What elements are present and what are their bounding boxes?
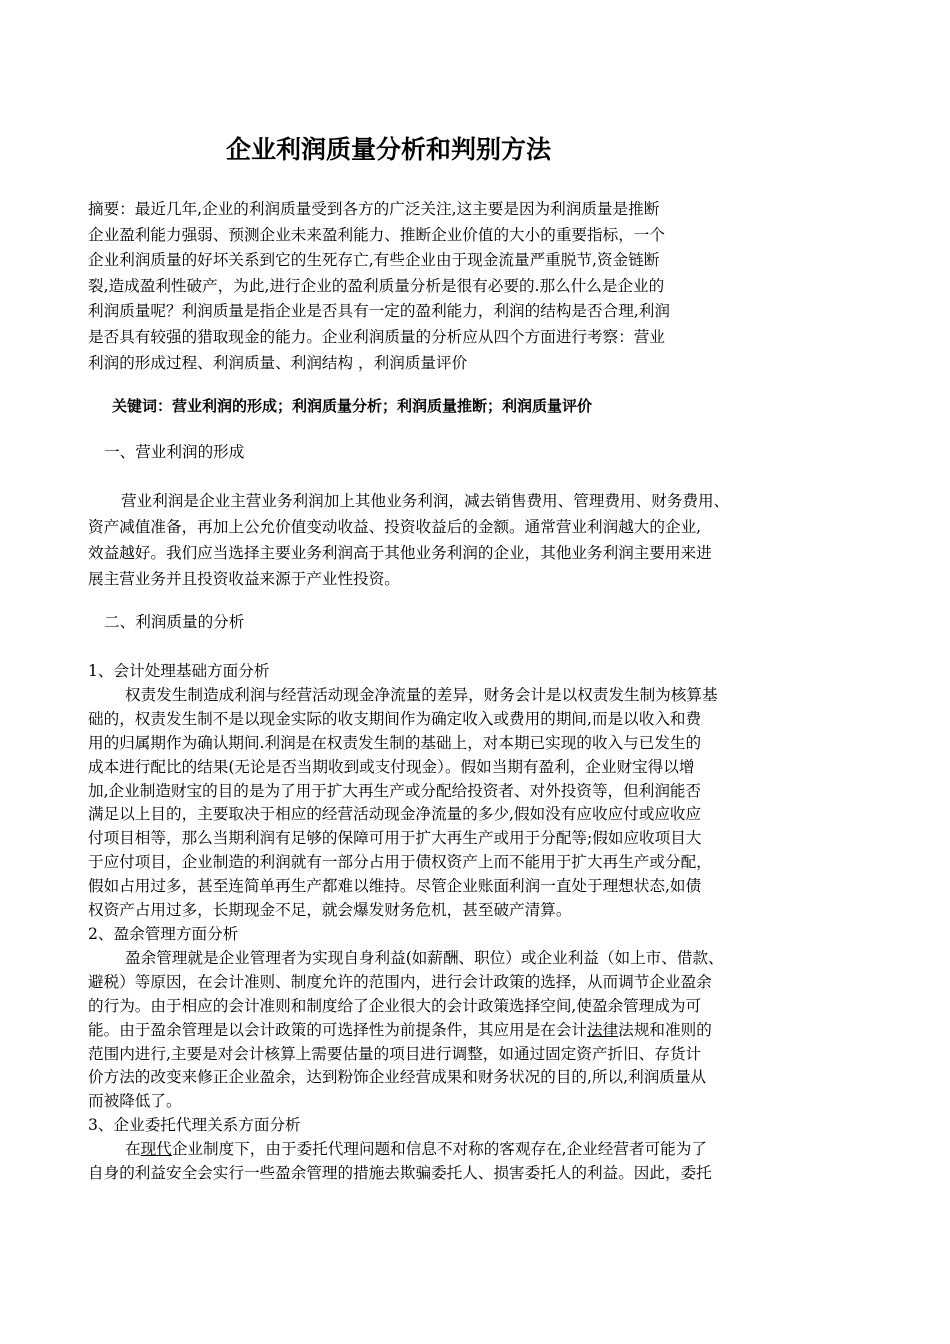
- abstract-line: 企业盈利能力强弱、预测企业未来盈利能力、推断企业价值的大小的重要指标，一个: [88, 225, 665, 244]
- paragraph-line: 权资产占用过多，长期现金不足，就会爆发财务危机，甚至破产清算。: [88, 901, 572, 920]
- paragraph-line: 础的，权责发生制不是以现金实际的收支期间作为确定收入或费用的期间,而是以收入和费: [88, 709, 702, 728]
- paragraph-line: 付项目相等，那么当期利润有足够的保障可用于扩大再生产或用于分配等;假如应收项目大: [88, 829, 702, 848]
- paragraph-line: 效益越好。我们应当选择主要业务利润高于其他业务利润的企业，其他业务利润主要用来进: [88, 544, 712, 562]
- paragraph-line: 范围内进行,主要是对会计核算上需要估量的项目进行调整，如通过固定资产折旧、存货计: [88, 1044, 702, 1063]
- paragraph-line: 的行为。由于相应的会计准则和制度给了企业很大的会计政策选择空间,使盈余管理成为可: [88, 996, 702, 1015]
- paragraph-line: 用的归属期作为确认期间.利润是在权责发生制的基础上，对本期已实现的收入与已发生的: [88, 733, 702, 752]
- paragraph-line: 价方法的改变来修正企业盈余，达到粉饰企业经营成果和财务状况的目的,所以,利润质量从: [88, 1068, 707, 1087]
- paragraph-line: 营业利润是企业主营业务利润加上其他业务利润，减去销售费用、管理费用、财务费用、: [121, 492, 730, 510]
- section2-body: [88, 660, 878, 1186]
- subsection-heading-agency-relationship: 3、企业委托代理关系方面分析: [88, 1116, 301, 1135]
- section1-paragraph: [88, 488, 878, 592]
- text-segment: 法规和准则的: [618, 1020, 712, 1039]
- section-heading-profit-quality: 二、利润质量的分析: [104, 613, 245, 631]
- subsection-heading-accounting-basis: 1、会计处理基础方面分析: [88, 662, 270, 680]
- paragraph-line: 权责发生制造成利润与经营活动现金净流量的差异，财务会计是以权责发生制为核算基: [125, 685, 718, 704]
- paragraph-line: 自身的利益安全会实行一些盈余管理的措施去欺骗委托人、损害委托人的利益。因此，委托: [88, 1164, 712, 1183]
- subsection-heading-earnings-management: 2、盈余管理方面分析: [88, 924, 239, 943]
- abstract-line: 摘要：最近几年,企业的利润质量受到各方的广泛关注,这主要是因为利润质量是推断: [88, 200, 660, 218]
- paragraph-line: 于应付项目，企业制造的利润就有一部分占用于债权资产上而不能用于扩大再生产或分配，: [88, 853, 712, 872]
- paragraph-line: 避税）等原因，在会计准则、制度允许的范围内，进行会计政策的选择，从而调节企业盈余: [88, 972, 712, 991]
- text-segment: 企业制度下，由于委托代理问题和信息不对称的客观存在,企业经营者可能为了: [171, 1140, 707, 1159]
- paragraph-line: 资产减值准备，再加上公允价值变动收益、投资收益后的金额。通常营业利润越大的企业,: [88, 518, 702, 536]
- abstract-line: 是否具有较强的猎取现金的能力。企业利润质量的分析应从四个方面进行考察：营业: [88, 327, 665, 346]
- paragraph-line: 满足以上目的，主要取决于相应的经营活动现金净流量的多少,假如没有应收应付或应收应: [88, 805, 702, 824]
- document-title: 企业利润质量分析和判别方法: [226, 135, 552, 164]
- paragraph-line: 盈余管理就是企业管理者为实现自身利益(如薪酬、职位）或企业利益（如上市、借款、: [125, 948, 724, 967]
- text-segment: 在: [125, 1140, 141, 1159]
- paragraph-line: 加,企业制造财宝的目的是为了用于扩大再生产或分配给投资者、对外投资等，但利润能否: [88, 781, 702, 800]
- paragraph-line: [88, 1138, 878, 1162]
- abstract-line: 裂,造成盈利性破产，为此,进行企业的盈利质量分析是很有必要的.那么什么是企业的: [88, 276, 665, 295]
- abstract-line: 企业利润质量的好坏关系到它的生死存亡,有些企业由于现金流量严重脱节,资金链断: [88, 251, 660, 270]
- paragraph-line: 假如占用过多，甚至连简单再生产都难以维持。尽管企业账面利润一直处于理想状态,如债: [88, 877, 702, 896]
- paragraph-line: [88, 1019, 878, 1043]
- text-segment: 能。由于盈余管理是以会计政策的可选择性为前提条件，其应用是在会计: [88, 1020, 588, 1039]
- paragraph-line: 成本进行配比的结果(无论是否当期收到或支付现金）。假如当期有盈利，企业财宝得以增: [88, 757, 695, 776]
- modern-link[interactable]: 现代: [140, 1140, 172, 1159]
- paragraph-line: 展主营业务并且投资收益来源于产业性投资。: [88, 570, 400, 588]
- law-link[interactable]: 法律: [587, 1020, 619, 1039]
- abstract-line: 利润的形成过程、利润质量、利润结构 ，利润质量评价: [88, 353, 468, 372]
- keywords-line: 关键词：营业利润的形成；利润质量分析；利润质量推断；利润质量评价: [112, 397, 593, 415]
- paragraph-line: 而被降低了。: [88, 1092, 182, 1111]
- abstract-line: 利润质量呢？利润质量是指企业是否具有一定的盈利能力，利润的结构是否合理,利润: [88, 302, 670, 321]
- section-heading-operating-profit: 一、营业利润的形成: [104, 443, 245, 461]
- abstract-paragraph: [88, 197, 878, 376]
